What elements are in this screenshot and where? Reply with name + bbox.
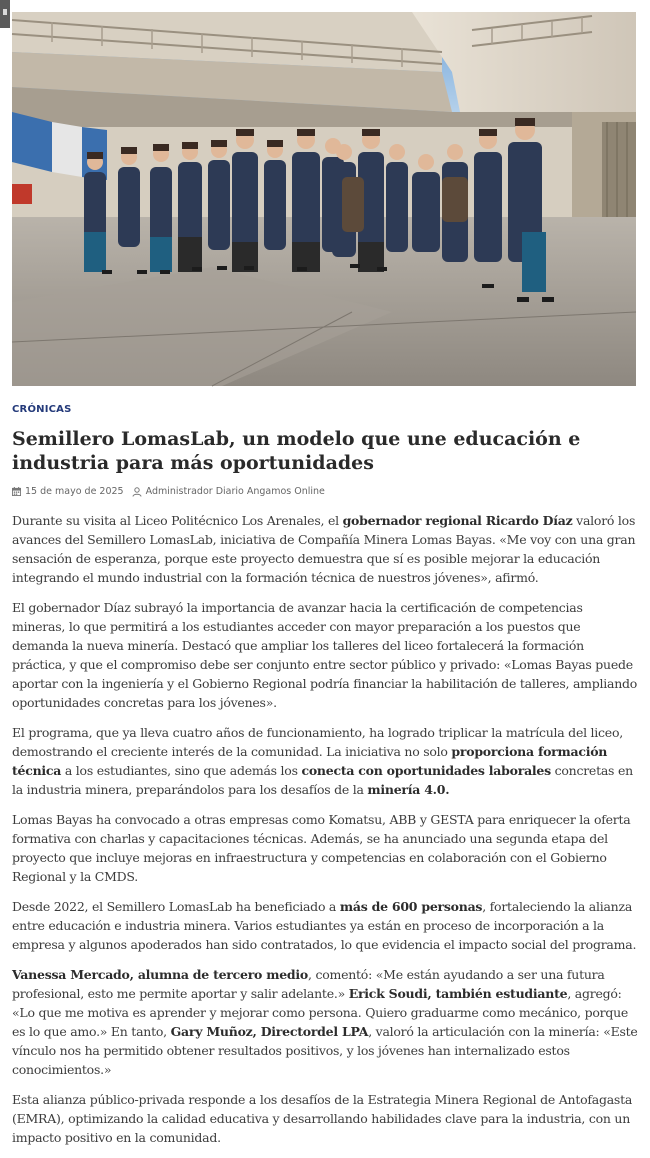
paragraph-text: a los estudiantes, sino que además los xyxy=(61,763,302,778)
bold-text: proporciona formación técnica xyxy=(12,744,608,778)
paragraph-text: Lomas Bayas ha convocado a otras empresas como Komatsu, ABB y GESTA para enriquecer la oferta formativa con charlas y capacitaciones técnicas. Además, se ha anunciado una segunda etapa del proyecto que incluye mejoras en infraestructura y competencias en colaboración con el Gobierno Regional y la CMDS. xyxy=(12,812,631,884)
author-item xyxy=(132,486,325,497)
article-paragraph xyxy=(12,723,638,799)
paragraph-text: Esta alianza público-privada responde a los desafíos de la Estrategia Minera Regional de Antofagasta (EMRA), optimizando la calidad educativa y desarrollando habilidades clave para la industria, con un impacto positivo en la comunidad. xyxy=(12,1092,633,1145)
article-author-link[interactable]: Administrador Diario Angamos Online xyxy=(145,486,325,497)
article-paragraph xyxy=(12,810,638,886)
paragraph-text: El programa, que ya lleva cuatro años de funcionamiento, ha logrado triplicar la matrícula del liceo, demostrando el creciente interés de la comunidad. La iniciativa no solo xyxy=(12,725,623,759)
article-paragraph xyxy=(12,511,638,587)
paragraph-text: , valoró la articulación con la minería: «Este vínculo nos ha permitido obtener resultados positivos, y los jóvenes han internalizado estos conocimientos.» xyxy=(12,1024,638,1077)
category-link[interactable]: CRÓNICAS xyxy=(12,404,72,415)
paragraph-text: concretas en la industria minera, preparándolos para los desafíos de la xyxy=(12,763,633,797)
article-date: 15 de mayo de 2025 xyxy=(25,486,124,497)
article-body xyxy=(12,511,638,1158)
article-photo xyxy=(12,12,636,386)
bold-text: conecta con oportunidades laborales xyxy=(301,763,551,778)
bold-text: más de 600 personas xyxy=(339,899,483,914)
article-paragraph xyxy=(12,598,638,712)
bold-text: Erick Soudi, también estudiante xyxy=(348,986,568,1001)
article-paragraph xyxy=(12,897,638,954)
paragraph-text: El gobernador Díaz subrayó la importancia de avanzar hacia la certificación de competencias mineras, lo que permitirá a los estudiantes acceder con mayor preparación a los puestos que demanda la nueva minería. Destacó que ampliar los talleres del liceo fortalecerá la formación práctica, y que el compromiso debe ser conjunto entre sector público y privado: «Lomas Bayas puede aportar con la ingeniería y el Gobierno Regional podría financiar la habilitación de talleres, ampliando oportunidades concretas para los jóvenes». xyxy=(12,600,638,710)
article-paragraph xyxy=(12,1090,638,1147)
bold-text: Vanessa Mercado, alumna de tercero medio xyxy=(12,967,308,982)
article-meta xyxy=(12,486,333,497)
paragraph-text: Durante su visita al Liceo Politécnico Los Arenales, el xyxy=(12,513,343,528)
user-icon xyxy=(132,487,142,497)
article-title: Semillero LomasLab, un modelo que une educación e industria para más oportunidades xyxy=(12,428,581,474)
paragraph-text: , comentó: «Me están ayudando a ser una futura profesional, esto me permite aportar y salir adelante.» xyxy=(12,967,605,1001)
article-paragraph xyxy=(12,965,638,1079)
bold-text: gobernador regional Ricardo Díaz xyxy=(342,513,573,528)
calendar-icon xyxy=(12,487,21,496)
bold-text: minería 4.0. xyxy=(367,782,450,797)
corner-tab[interactable] xyxy=(0,0,10,28)
paragraph-text: valoró los avances del Semillero LomasLab, iniciativa de Compañía Minera Lomas Bayas. «Me voy con una gran sensación de esperanza, porque este proyecto demuestra que sí es posible mejorar la educación integrando el mundo industrial con la formación técnica de nuestros jóvenes», afirmó. xyxy=(12,513,636,585)
corner-tab-icon xyxy=(3,9,7,15)
date-item xyxy=(12,486,124,497)
bold-text: Gary Muñoz, Directordel LPA xyxy=(170,1024,369,1039)
paragraph-text: Desde 2022, el Semillero LomasLab ha beneficiado a xyxy=(12,899,340,914)
paragraph-text: , agregó: «Lo que me motiva es aprender y mejorar como persona. Quiero graduarme como mecánico, porque es lo que amo.» En tanto, xyxy=(12,986,629,1039)
paragraph-text: , fortaleciendo la alianza entre educación e industria minera. Varios estudiantes ya están en proceso de incorporación a la empresa y algunos apoderados han sido contratados, lo que evidencia el impacto social del programa. xyxy=(12,899,637,952)
